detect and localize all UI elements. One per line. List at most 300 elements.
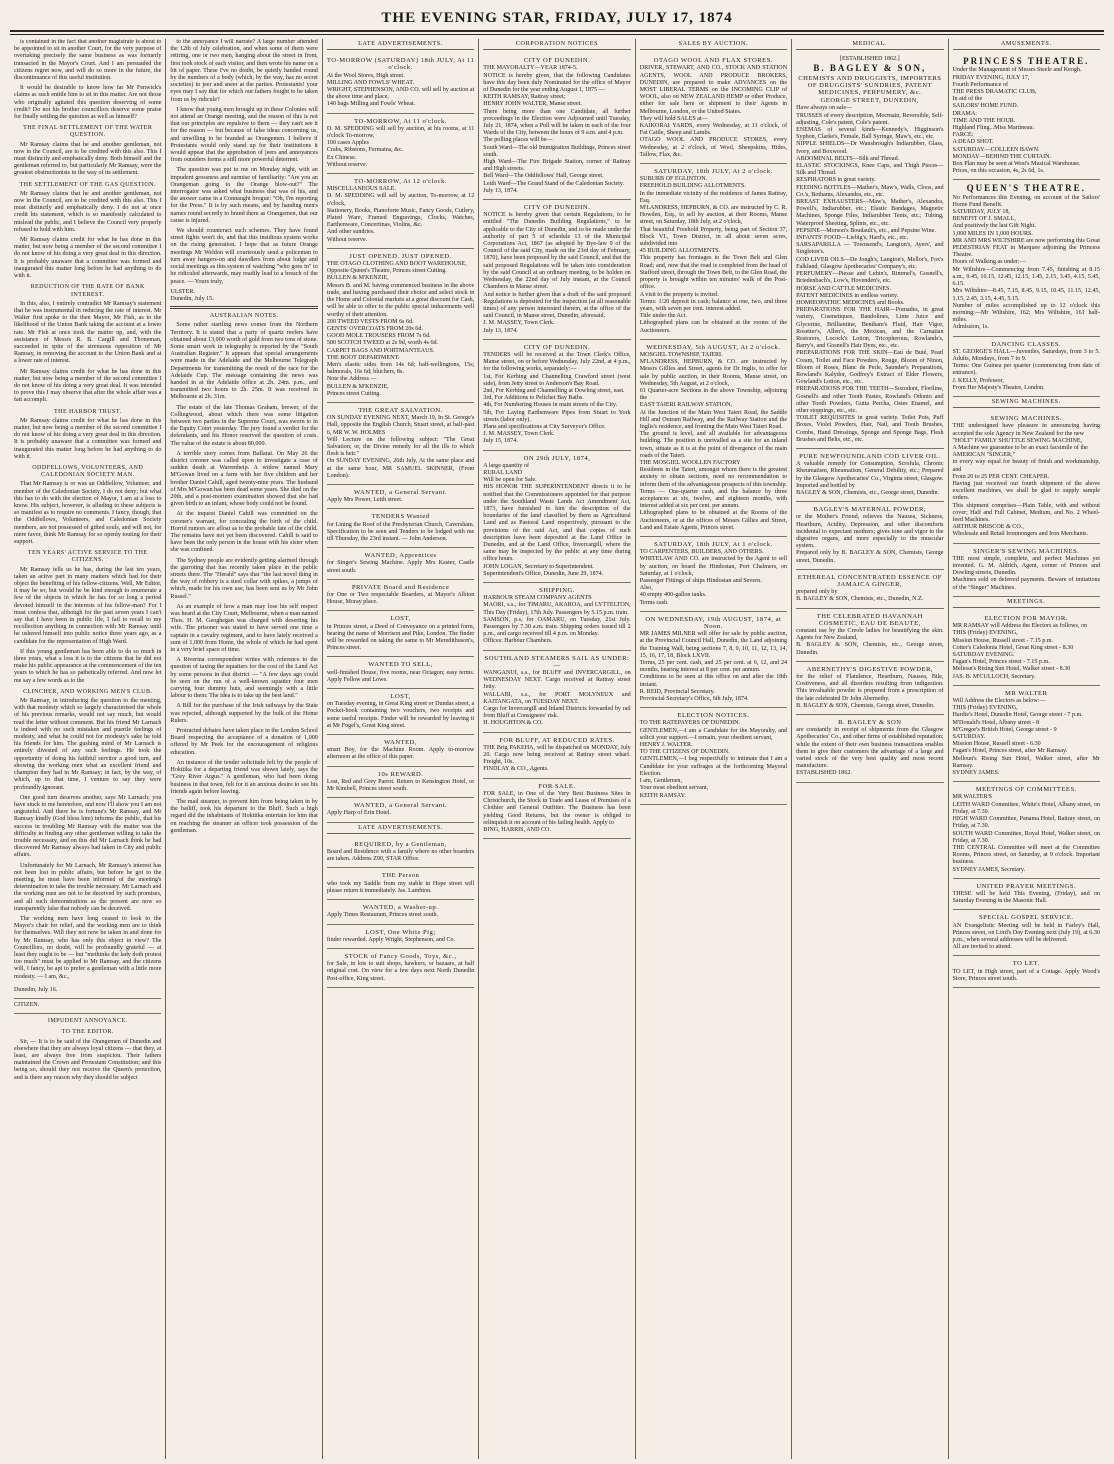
advertisement-title: JUST OPENED. JUST OPENED. <box>349 252 452 260</box>
article-paragraph: That Mr Ramsay is or was an Oddfellow, Volunteer, and member of the Caledonian Society, I do not deny; but what this has to do with the election of Mayor, I am at a loss to know. His subject, however, is alluding to these subjects is so manifest as to require no comments. I fancy, though, that the Oddfellows, Volunteers, and Caledonian Society members, are not possessed of gifted souls, and will not, for mere favor, think Mr Ramsay for so openly touting for their support. <box>14 481 162 545</box>
advertisement-title: LOST, <box>390 615 411 623</box>
article-paragraph: A Bill for the purchase of the Irish railways by the State was rejected, although supported by the bulk of the Home Rulers. <box>170 703 318 724</box>
advertisement-line: SUBURB OF EGLINTON. <box>639 176 708 183</box>
section-heading: CLINCHER, AND WORKING MEN'S CLUB. <box>23 688 153 695</box>
advertisement-title: UNITED PRAYER MEETINGS. <box>976 882 1077 890</box>
advertisement-line: 5th, For Laying Earthenware Pipes from Stuart to York streets (labor only). <box>483 409 631 423</box>
advertisement-line: THIS (Friday) EVENING, <box>952 705 1018 712</box>
advertisement-title: 10s REWARD. <box>377 770 424 778</box>
product-line: PREPARATIONS FOR THE SKIN—Eau de Buté, Pearl Cream, Toilet and Face Powders, Rouge, Bloom of Ninon, Bloom of Roses, Blanc de Perle, Saunder's Preparations, Rowland's Kalydor, Godfrey's Extract of Elder Flowers, Gowland's Lotion, etc., etc. <box>796 350 944 386</box>
advertisement <box>796 662 943 715</box>
advertisement-line: Residents in the Taieri, amongst whom there is the greatest anxiety to obtain sections, need no recommendation to inform them of the advantageous prospects of this township. <box>639 467 788 488</box>
product-line: FEEDING BOTTLES—Mather's, Maw's, Walls, Cloos, and Co.'s, Bothams, Alexandra, etc., etc. <box>796 184 944 198</box>
advertisement-line: R. REID, Provincial Secretary. <box>639 688 715 695</box>
advertisement-line: Board and Residence with a family where no other boarders are taken. Address Z90, STAR Office. <box>326 849 475 863</box>
column-late-advertisements <box>323 39 479 1459</box>
advertisement-line: TO LET, in High street, part of a Cottage. Apply Wood's Store, Princes street south. <box>952 968 1100 982</box>
advertisement-line: M'LANDRESS, HEPBURN, & CO. are instructed by Messrs Gillies and Street, agents for Dr Inglis, to offer for sale by public auction, in their Rooms, Manse street, on Wednesday, 5th August, at 2 o'clock, <box>639 359 788 387</box>
advertisement-line: MR JAMES MILNER will offer for sale by public auction, at the Provincial Council Hall, Dunedin, the Land adjoining the Training Wall, being sections 7, 8, 9, 10, 11, 12, 13, 14, 15, 16, 17, 18, Block LXVII. <box>639 631 788 659</box>
advertisement-title: CITY OF DUNEDIN. <box>523 343 591 351</box>
advertisement-title: FOR SALE. <box>538 782 576 790</box>
advertisement-line: A visit to the property is invited. <box>639 291 719 298</box>
advertisement-line: Terms — One-quarter cash, and the balance by three acceptances at six, twelve, and eighteen months, with interest added at six per cent. per annum. <box>639 488 788 510</box>
advertisement-line: Cargo for Invercargill and Inland Districts forwarded by rail from Bluff at Consignees' risk. <box>483 706 631 720</box>
article-paragraph: The working men have long ceased to look to the Mayor's chair for relief, and the working men are to think for themselves. Will they not now be taken in and done for by Mr Ramsay, who has only this object in view? The Councillors, no doubt, will be profoundly grateful — at least they ought to be — but "methinks the lady doth protest too much" must be applied to Mr Ramsay, and the citizens will, I fancy, be apt to prefer a gentleman with a little more modesty. — I am, &c., <box>14 915 162 980</box>
advertisement-line: SOUTH WARD Committee, Royal Hotel, Walker street, on Friday, at 7.30. <box>952 830 1100 844</box>
advertisement-line: FREEHOLD BUILDING ALLOTMENTS. <box>639 183 746 190</box>
advertisement-line: SATURDAY, JULY 18, <box>952 209 1010 216</box>
advertisement <box>483 583 630 651</box>
advertisement-line: Note the Address — <box>326 376 377 383</box>
article-paragraph: It would be desirable to know how far Mr Fenwick's claims as such entitle him to sit in this matter. Are not those who originally agitated this question deserving of some credit? Do not his brother councillors deserve some praise for finally settling the question as well as himself? <box>14 85 162 121</box>
advertisement <box>327 837 474 869</box>
advertisement-line: Box Plan may be seen at West's Musical Warehouse. <box>952 161 1081 168</box>
advertisement-line: Highland Fling...Miss Martineau. <box>952 125 1035 132</box>
advertisement-title: DANCING CLASSES. <box>991 340 1062 348</box>
product-line: NIPPLE SHIELDS—Dr Wansbrough's Indiarubber, Glass, Ivory, and Boxwood. <box>796 141 944 155</box>
have-on-sale: Have always on sale— <box>796 105 853 112</box>
article-paragraph: One good turn deserves another, says Mr Larnach; you have stuck to me heretofore, and now I'll show you I am not ungrateful. And there he is fortune's Mr Ramsay, and Mr Ramsay kindly (God bless him) informs the public, that his success in troubling Mr Ramsay with the matter was the difficulty in finding any other gentleman willing to take the trouble necessary, and on this did Mr Larnach think he had discovered Mr Ramsay always had taken in City and public affairs. <box>14 794 162 859</box>
advertisement-title: TO LET. <box>1012 960 1040 968</box>
advertisement <box>796 570 943 609</box>
article-paragraph: Mr Ramsay claims credit for what he has done in this matter, but now being a member of the second committee I do not know of his doing a very great deal. It was intended to prove this I may observe that after the whole affair was a fait accompli. <box>14 368 162 404</box>
advertisement-line: HENRY J. WALTER. <box>639 742 693 749</box>
article-paragraph: The estate of the late Thomas Graham, brewer, of the Collingwood, about which there was some litigation between two parties in the Supreme Court, was sworn to in the Equity Court yesterday. The jury found a verdict for the defendants, and his Honor reserved the question of costs. The value of the estate is about 80,000. <box>170 404 318 447</box>
advertisement-line: GENTS' OVERCOATS FROM 20s 6d. <box>326 325 423 332</box>
advertisement-line: Without reserve. <box>326 236 368 243</box>
advertisement-line: D. M. SPEDDING will sell by auction, To-morrow, at 12 o'clock, <box>326 193 475 207</box>
advertisement-line: OTAGO WOOL AND PRODUCE STORES, every Wednesday, at 2 o'clock, of Wool, Sheepskins, Hides, Tallow, Flax, &c. <box>639 137 788 158</box>
advertisement-line: 100 cases Apples <box>326 140 369 147</box>
column-editorial-letters <box>10 39 166 1459</box>
section-heading: LATE ADVERTISEMENTS. <box>327 39 474 50</box>
article-paragraph: Mr Ramsay, in introducing the question to the meeting, with that modesty which so largely characterised the whole of his previous remarks, would not say much, but would read the letter without comment. But his friend Mr Larnach is indeed with no such mistaken and puerile feelings of modesty, and what he could not for modesty's sake he told his friends for him. The gushing mind of Mr Larnach is entirely divested of any such feelings. He took the opportunity of doing his faithful servitor a good turn, and showing the working men what an excellent friend and champion they had in Mr Ramsay; in fact, by the way, of which, up to that time, I venture to say they were profoundly ignorant. <box>14 698 162 791</box>
advertisement <box>953 180 1100 336</box>
advertisement-title: BAGLEY'S MATERNAL POWDER, <box>813 506 927 514</box>
advertisement-line: H. HOUGHTON & CO. <box>483 720 543 727</box>
advertisement-line: They will hold SALES at— <box>639 115 708 122</box>
advertisement-line: A large quantity of <box>483 462 530 469</box>
divider <box>170 306 317 309</box>
advertisement-line: MR WALTER'S <box>952 794 993 801</box>
advertisement <box>796 715 943 783</box>
advertisement <box>327 767 474 799</box>
section-heading: REDUCTION OF THE RATE OF BANK INTEREST. <box>30 284 145 298</box>
advertisement-title: SATURDAY, 18th JULY, At 1 o'clock. <box>654 541 773 548</box>
advertisement <box>796 449 943 502</box>
advertisement-title: B. BAGLEY & SON <box>838 719 902 727</box>
advertisement-line: Fagan's Hotel, Princes street, after Mr Ramsay. <box>952 748 1068 755</box>
advertisement-line: This shipment comprises—Plain Table, with and without cover; Half and Full Cabinet, Medium, and No. 2 Wheel-feed Machines. <box>952 502 1100 523</box>
section-heading: AMUSEMENTS. <box>953 39 1100 50</box>
advertisement-line: WHITELAW AND CO. are instructed by the Agent to sell by auction, on board the Hindostan, Port Chalmers, on Saturday, at 1 o'clock, <box>639 556 788 577</box>
advertisement-line: This property has frontages to the Town Belt and Glen Road; and, now that the road is completed from the head of Stafford street, through the Town Belt, to the Glen Road, the property is brought within ten minutes' walk of the Post-office. <box>639 255 788 291</box>
advertisement-line: Will Lecture on the following subject: "The Great Salvation; or, the Divine remedy for all the ills to which flesh is heir." <box>326 436 475 458</box>
advertisement <box>327 548 474 580</box>
product-line: RESPIRATORS in great variety. <box>796 177 876 184</box>
product-line: COD LIVER OILS—De Jongh's, Langton's, Mellor's, Fox's Falkland, Glasgow Apothecaries' Company's, etc. <box>796 256 944 270</box>
advertisement-line: JAS. B. M'CULLOCH, Secretary. <box>952 673 1036 680</box>
product-line: TOILET REQUISITES in great variety. Toilet Pots, Puff Boxes, Violet Powders, Hair, Nail, and Tooth Brushes, Combs, Hand Dressings, Sponge and Sponge Bags, Flesh Brushes and Belts, etc., etc. <box>796 415 944 443</box>
advertisement-title: ABERNETHY'S DIGESTIVE POWDER, <box>806 665 934 673</box>
advertisement-line: J. M. MASSEY, Town Clerk. <box>483 320 555 327</box>
advertisement-line: RURAL LAND <box>483 469 523 476</box>
advertisement-line: Terms: 1/20 deposit in cash; balance at one, two, and three years, with seven per cent. interest added. <box>639 298 788 312</box>
advertisement-title: TO-MORROW, At 11 o'clock. <box>354 117 447 125</box>
letter-signature: CITIZEN. <box>14 999 161 1014</box>
advertisement <box>327 509 474 548</box>
advertisement-line: MR RAMSAY will Address the Electors as follows, on <box>952 623 1087 630</box>
advertisement-line: July 13, 1874. <box>483 187 518 194</box>
advertisement-line: EAST TAIERI RAILWAY STATION, <box>639 402 733 409</box>
advertisement-line: THE Brig PAKEHA, will be dispatched on MONDAY, July 20. Cargo now being received at Rattray street wharf. Freight, 10s. <box>483 744 631 766</box>
advertisement-line: GENTLEMEN,—I beg respectfully to intimate that I am a Candidate for your suffrages at the forthcoming Mayoral Election. <box>639 756 788 777</box>
masthead: THE EVENING STAR, FRIDAY, JULY 17, 1874 <box>10 6 1104 32</box>
advertisement-line: for the relief of Flatulence, Heartburn, Nausea, Bile, Costiveness, and all disorders resulting from indigestion. This invaluable powder is prepared from a prescription of the late celebrated Dr John Abernethy. <box>796 674 944 702</box>
advertisement-line: Apply Harp of Erin Hotel. <box>326 810 391 817</box>
advertisement-line: M'Gregor's British Hotel, George street - 9 <box>952 726 1057 733</box>
advertisement <box>796 502 943 570</box>
article-paragraph: Mr Ramsay claims credit for what he has done in this matter, but now being a member of the second committee I do not know of his doing a very great deal in this direction. It is probably unaware that a committee was formed and inaugurated this matter long before he had anything to do with it. <box>14 417 162 460</box>
article-paragraph: Sir, — It is to be said of the Orangemen of Dunedin and elsewhere that they are always loyal citizens — that they, at least, are always free from suspicion. Their fathers maintained the Crown and Protestant Constitution; and this being so, should they not receive the Queen's protection, and is there any reason why they should be subject <box>14 1038 162 1081</box>
product-line: ENEMAS of several kinds—Kennedy's, Higginson's Syphon, Clarke's, Female, Ball Syringe, Maw's, etc., etc. <box>796 127 944 141</box>
advertisement <box>327 114 474 174</box>
advertisement-line: Having just received our fourth shipment of the above excellent machines, we shall be glad to supply sample orders. <box>952 480 1100 502</box>
article-paragraph: Mr Ramsay claims that he and another gentleman, not now in the Council, are to be credited with this also. This I must distinctly and emphatically deny. Both himself and the gentleman referred to, but particularly Mr Ramsay, were the greatest obstructionists in the way of its settlement. <box>14 141 162 177</box>
advertisement-title: WANTED TO SELL, <box>368 661 433 669</box>
advertisement <box>327 798 474 822</box>
advertisement-title: REQUIRED, by a Gentleman, <box>354 840 447 848</box>
product-line: HORSE AND CATTLE MEDICINES. <box>796 285 891 292</box>
advertisement-line: 45 BUILDING ALLOTMENTS. <box>639 248 721 255</box>
advertisement-line: Machines sold on deferred payments. Beware of imitations of the "Singer" Machines. <box>952 577 1100 591</box>
advertisement-line: Lost, Red and Grey Parrot. Return to Kensington Hotel, or Mr Kimbell, Princes street south. <box>326 778 475 793</box>
advertisement-line: SYDNEY JAMES. <box>952 770 1000 777</box>
section-heading: THE HARBOR TRUST. <box>54 408 122 415</box>
advertisement <box>953 686 1100 782</box>
advertisement-line: Wholesale and Retail Ironmongers and Iron Merchants. <box>952 531 1089 538</box>
advertisement-title: MEETINGS OF COMMITTEES. <box>975 786 1077 794</box>
advertisement-line: Plans and specifications at City Surveyor's Office. <box>483 423 606 430</box>
advertisement-line: SYDNEY JAMES, Secretary. <box>952 866 1026 873</box>
advertisement-title: WANTED, a Washer-up. <box>362 904 439 912</box>
advertisement-line: MILLING AND FOWLS' WHEAT. <box>326 79 415 86</box>
advertisement-line: Passenger Fittings of ships Hindostan and Severn. <box>639 578 762 585</box>
advertisement-title: LOST, One White Pig; <box>365 928 436 936</box>
advertisement-line: who took my Saddle from my stable in Hope street will please return it immediately. Jas. Lambton. <box>326 880 475 894</box>
advertisement <box>953 544 1100 597</box>
advertisement-line: Conditions to be seen at this office on and after the 18th instant. <box>639 674 788 688</box>
article-paragraph: The question was put to me on Monday night, with an impudent grossness and surmise of familiarity: "Are you an Orangeman going to the Orange blow-out?" The interrogator was asked what business that was of his, and the answer came in a Connaught brogue: "Oh, I'm reporting for the Press." It is by such means, and by handing men's names round secretly to brand them as Orangemen, that our cause is injured. <box>170 167 318 224</box>
advertisement-line: SAMSON, p.s, for OAMARU, on Tuesday, 21st July. Passengers by 7.30 a.m. train. Shipping orders issued till 2 p.m., and cargo received till 4 p.m. on Monday. <box>483 616 631 638</box>
section-heading: CORPORATION NOTICES <box>483 39 630 50</box>
advertisement-title: CITY OF DUNEDIN. <box>523 204 591 212</box>
advertisement-line: THE OTAGO CLOTHING AND BOOT WAREHOUSE, <box>326 261 467 268</box>
advertisement <box>953 53 1100 180</box>
advertisement <box>327 689 474 735</box>
advertisement-title: TO-MORROW (SATURDAY) 18th JULY, At 11 o'clock. <box>326 57 475 72</box>
advertisement-line: ARTHUR BRISCOE & CO., <box>952 524 1024 531</box>
advertisement-line: Terms cash. <box>639 599 669 606</box>
section-heading: MEDICAL. <box>796 39 943 50</box>
advertisement-line: 61 Quarter-acre Sections in the above Township, adjoining the <box>639 387 788 402</box>
advertisement-line: ST. GEORGE'S HALL—Juveniles, Saturdays, from 3 to 5. Adults, Mondays, from 7 to 9. <box>952 348 1100 362</box>
advertisement <box>640 340 787 537</box>
advertisement-line: Terms: One Guinea per quarter (commencing from date of entrance). <box>952 363 1100 377</box>
advertisement-line: prepared only by <box>796 589 838 596</box>
article-paragraph: At the inquest Daniel Cahill was committed on the coroner's warrant, for concealing the birth of the child. Horrid rumors are afloat as to the probable fate of the child. The remains have not yet been discovered. Cahill is said to have been the only person in the house with his sister when she was confined. <box>170 511 318 554</box>
advertisement-line: In aid of the <box>952 96 983 103</box>
product-line: PERFUMERY—Piesse and Lubin's, Rimmel's, Gosnell's, Briedenbach's, Low's, Hovenden's, etc. <box>796 271 944 285</box>
advertisement-line: And other sundries. <box>326 229 375 236</box>
article-paragraph: Unfortunately for Mr Larnach, Mr Ramsay's interest has not been lost in public affairs, but before he got to the meeting, he must have been informed of the meeting's determination to take the trouble necessary. Mr Larnach and the working men are not to be deceived by such promises, and all such demonstrations as the present are now so transparently false that nobody can be deceived. <box>14 862 162 912</box>
section-heading: ODDFELLOWS, VOLUNTEERS, AND CALEDONIAN SOCIETY MAN. <box>32 464 144 479</box>
advertisement <box>327 735 474 767</box>
advertisement-line: BULLEN & M'KENZIE, <box>326 383 389 390</box>
advertisement-line: Without reserve. <box>326 161 368 168</box>
advertisement-line: Under the Management of Messrs Steele and Keogh. <box>952 67 1082 74</box>
advertisement-title: THE CELEBRATED HAVANNAH COSMETIC, EAU DE BEAUTE, <box>816 612 923 627</box>
advertisement-line: Opposite Queen's Theatre, Princes street Cutting. <box>326 268 447 275</box>
section-heading: TEN YEARS' ACTIVE SERVICE TO THE CITIZENS. <box>27 550 148 564</box>
advertisement-line: Number of miles accomplished up to 12 o'clock this morning:—Mr Wiltshire, 162; Mrs Wiltshire, 161 half-miles. <box>952 302 1100 324</box>
advertisement-line: KEITH RAMSAY, Rattray street; <box>483 94 566 101</box>
advertisement-line: "HOLT" FAMILY SHUTTLE SEWING MACHINE, <box>952 437 1083 444</box>
advertisement-title: TENDERS Wanted <box>371 513 430 521</box>
advertisement <box>640 53 787 164</box>
advertisement-line: AN Evangelistic Meeting will be held in Farley's Hall, Princes street, on Lord's Day Evening next (July 19), at 6.30 p.m., when several addresses will be delivered. <box>952 922 1100 943</box>
advertisement-line: Lithographed plans to be obtained at the Rooms of the Auctioneers, or at the offices of Messrs Gillies and Street, Land and Estate Agents, Princes street. <box>639 510 788 531</box>
advertisement-line: Bell Ward—The Oddfellows' Hall, George street. <box>483 173 604 180</box>
advertisement-line: Terms, 25 per cent. cash, and 25 per cent. at 6, 12, and 24 months, bearing interest at 8 per cent. per annum. <box>639 660 788 674</box>
advertisement-line: Melloun's Rising Sun Hotel, Walker street, after Mr Ramsay. <box>952 755 1100 769</box>
advertisement-line: Your most obedient servant, <box>639 785 709 792</box>
advertisement-title: SINGER'S SEWING MACHINES. <box>973 547 1080 555</box>
advertisement-title: WANTED, <box>384 739 418 747</box>
advertisement-line: Mission House, Russell street - 6.30 <box>952 741 1041 748</box>
advertisement-line: KEITH RAMSAY. <box>639 792 686 799</box>
advertisement-line: WANGANUI, s.s., for BLUFF and INVERCARGILL, on WEDNESDAY NEXT. Cargo received at Rattray street Jetty. <box>483 670 631 691</box>
advertisement-line: All are invited to attend. <box>952 944 1012 951</box>
advertisement-line: July 15, 1874. <box>483 438 518 445</box>
advertisement-line: BING, HARRIS, AND CO. <box>483 826 551 833</box>
advertisement-line: ESTABLISHED 1862. <box>796 770 852 777</box>
advertisement-line: THIS (Friday) EVENING, <box>952 630 1018 637</box>
advertisement-line: M'LANDRESS, HEPBURN, & CO. are instructed by C. R. Howden, Esq., to sell by auction, at their Rooms, Manse street, on Saturday, 18th July, at 2 o'clock, <box>639 205 788 226</box>
article-paragraph: Some rather startling news comes from the Northern Territory. It is stated that a party of quartz reefers have obtained about 13,000 worth of gold from two tons of stone. Some smart work in telegraphy is reported by the "South Australian Register." It appears that special arrangements were made in the Adelaide and the Melbourne Telegraph Departments for transmitting the result of the race for the Adelaide Cup. The message containing the news was handed in at the Adelaide office at 2h. 24m. p.m., and transmitted two hours to 2h. 25m. It was received in Melbourne at 2h. 31m. <box>170 322 318 401</box>
advertisement-line: for Sale, in lots to suit shops, hawkers, or bazaars, at half original cost. On view for a few days next North Dunedin Post-office, King street. <box>326 961 475 982</box>
section-heading: MEETINGS. <box>953 597 1100 608</box>
advertisement-line: Fagan's Hotel, Princes street - 7.15 p.m. <box>952 659 1050 666</box>
article-paragraph: In this, also, I entirely contradict Mr Ramsay's statement that he was instrumental in reducing the rate of interest. Mr Walter first spoke to the then Mayor, Mr Fish, as to the likelihood of the Union Bank taking the account at a lower rate. Mr Fish at once took the matter up, and, with the assistance of Messrs R. B. Cargill and Thoneman, succeeded in spite of the strenuous opposition of Mr Ramsay, in removing the account to the Union Bank and at a lower rate of interest. <box>14 300 162 365</box>
chemist-advertisement <box>796 53 943 449</box>
advertisement-line: At the Junction of the Main West Taieri Road, the Saddle Hill and Outram Railway, and the Railway Station and the Inglis's residence, and fronting the Main West Taieri Road. <box>639 409 788 430</box>
advertisement-title: SATURDAY, 18th JULY, At 2 o'clock. <box>654 168 773 176</box>
product-line: PEPSINE—Morson's Boudault's, etc., and Pepsine Wine. <box>796 227 936 234</box>
advertisement <box>483 53 630 200</box>
advertisement-line: 140 bags Milling and Fowls' Wheat. <box>326 101 416 108</box>
article-paragraph: The Sydney people are evidently getting alarmed through the garroting that has recently taken place in the public streets there. The "Herald" says that "the last novel thing in the way of robbery is a steel collar with spikes, a jumps of which, made for his own use, has been sent us by Mr John Russel." <box>170 557 318 600</box>
advertisement-line: HENRY JOHN WALTER, Manse street. <box>483 101 582 108</box>
advertisement-title: ELECTION NOTICES. <box>677 712 750 720</box>
section-heading: SEWING MACHINES. <box>953 397 1100 408</box>
article-paragraph: Protracted debates have taken place in the London School Board respecting the acceptance of a donation of 1,000 offered by Mr Peek for the encouragement of religious education. <box>170 728 318 756</box>
advertisement-line: At the Wool Stores, High street. <box>326 72 405 79</box>
advertisement-line: FARCE: <box>952 132 974 139</box>
advertisement-line: Leith Ward—The Grand Stand of the Caledonian Society. <box>483 180 625 187</box>
advertisement-line: GENTLEMEN,—I am a Candidate for the Mayoralty, and solicit your support.—I remain, your obedient servant, <box>639 727 788 741</box>
advertisement-title: FOR BLUFF, AT REDUCED RATES. <box>499 736 615 744</box>
advertisement <box>640 612 787 708</box>
advertisement-line: 200 TWEED VESTS FROM 6s 6d. <box>326 318 414 325</box>
advertisement-line: for Lining the Roof of the Presbyterian Church, Caversham. Specification to be seen and Tenders to be lodged with me till Thursday, the 23rd instant. — John Anderson. <box>326 521 475 542</box>
advertisement <box>327 657 474 689</box>
product-line: PREPARATIONS FOR THE TEETH—Sozodont, Floriline, Gosnell's and other Tooth Pastes, Rowland's Odonto and other Tooth Powders, Gutta Percha, Ostes Enamel, and other stoppings, etc., etc. <box>796 386 944 414</box>
advertisement-line: THE BOOT DEPARTMENT. <box>326 354 400 361</box>
letter-signature: ULSTER. <box>170 288 195 295</box>
advertisement <box>327 403 474 485</box>
advertisement-title: THE GREAT SALVATION. <box>358 406 443 414</box>
column-australian-notes <box>166 39 322 1459</box>
advertisement-line: THE MAYORALTY—YEAR 1874-5. <box>483 65 578 72</box>
advertisement <box>327 925 474 949</box>
advertisement-title: SHIPPING. <box>539 587 575 595</box>
article-paragraph: is contained in the fact that another magistrate is about to be appointed to sit in another Court, for the very purpose of overtaking precisely the same business as was formerly transacted in the Mayor's Court. And I am persuaded the citizens regret now, and will do so more in the future, the discontinuance of this useful institution. <box>14 39 162 82</box>
advertisement-line: SATURDAY—COLLEEN BAWN. <box>952 146 1040 153</box>
advertisement-line: A DEAD SHOT. <box>952 139 994 146</box>
advertisement-line: D. M. SPEDDING will sell by auction, at his rooms, at 11 o'clock To-morrow, <box>326 125 475 140</box>
advertisement-title: SOUTHLAND STEAMERS SAIL AS UNDER:— <box>484 654 630 669</box>
article-paragraph: A Riverina correspondent writes with reference to the question of taxing the squatters for the cost of the Land Act by some persons in that district — "A few days ago could be seen on the run of a well-known squatter four men carrying four dummy huts, and seemingly with a little labour to them: The idea is to take up the best land." <box>170 657 318 700</box>
advertisement-line: Will Address the Electors as below:— <box>952 698 1046 705</box>
advertisement-title: PURE NEWFOUNDLAND COD LIVER OIL. <box>799 452 941 460</box>
advertisement-line: M'Donald's Hotel, Albany street - 8 <box>952 719 1040 726</box>
advertisement-line: July 13, 1874. <box>483 327 518 334</box>
advertisement-line: No Performances this Evening, on account of the Sailors' Home Fund Benefit. <box>952 194 1100 208</box>
advertisement-line: NOTICE is hereby given that certain Regulations, to be entitled "The Dunedin Building Regulations," to be applicable to the City of Dunedin, and to be made under the authority of part 5 of schedule 13 of the Municipal Corporations Act, 1867 (as adopted by Bye-law 9 of the Council of the said City, made on the 23rd day of February, 1870), have been proposed by the said Council, and that the said proposed Regulations will be taken into consideration by the said Council at an ordinary meeting, to be holden on Wednesday, the 22nd day of July instant, at the Council Chambers in Manse street. <box>483 212 631 291</box>
section-heading: IMPUDENT ANNOYANCE. <box>47 1018 128 1025</box>
advertisement <box>640 164 787 340</box>
column-amusements-meetings <box>949 39 1104 1459</box>
article-paragraph: to the annoyance I will narrate? A large number attended the 12th of July celebration, and when some of them were retiring, one or two men, hanging about the street in front, first took stock of each visitor, and then wrote his name on a bit of paper. These I've no doubt, be quietly handed round by the numbers of a body (which, by the way, has no secret societies) to jeer and sneer at the parties. Protestants! your eyes may I say that for which our fathers fought to be taken from us by ridicule? <box>170 39 318 103</box>
advertisement <box>327 611 474 657</box>
article-paragraph: If this young gentleman has been able to do so much in three years, what a loss it is to the citizens that he did not make his public appearance at the commencement of the ten years to which he has so pathetically referred. And now let me say a few words as to the <box>14 648 162 684</box>
advertisement-line: Mr Wiltshire—Commencing from 7.45, finishing at 8.15 a.m., 9.45, 10.15, 12.45, 12.15, 1.45, 2.15, 3.45, 4.15, 5.45, 6.15. <box>952 266 1100 288</box>
advertisement-line: MONDAY—BEHIND THE CURTAIN. <box>952 153 1052 160</box>
product-line: ELASTIC STOCKINGS, Knee Caps, and Thigh Pieces—Silk and Thread. <box>796 163 944 177</box>
advertisement-title: WANTED, a General Servant. <box>354 802 448 810</box>
letter-place: Dunedin, July 16. <box>14 984 161 999</box>
established-note: [ESTABLISHED 1862.] <box>839 56 900 63</box>
advertisement-line: Offices: Harbour Chambers. <box>483 638 553 645</box>
advertisement-title: ELECTION FOR MAYOR. <box>984 615 1068 623</box>
advertisement-line: 3rd, For Additions to Pelichet Bay Baths. <box>483 395 584 402</box>
advertisement-line: MR AND MRS WILTSHIRE are now performing this Great PEDESTRIAN FEAT in Marquee adjoining the Princess Theatre. <box>952 237 1100 259</box>
advertisement-line: Superintendent's Office, Dunedin, June 29, 1874. <box>483 570 604 577</box>
advertisement-line: for Singer's Sewing Machine. Apply Mrs Kaster, Castle street south. <box>326 560 475 574</box>
advertisement <box>953 879 1100 911</box>
advertisement-line: The ground is level, and all available for advantageous building. The position is unrivalled as a site for an inland town, situate as it is at the point of divergence of the main roads of the Taieri. <box>639 431 788 459</box>
advertisement-line: Meliosn's Rising Sun Hotel, Walker street - 8.30 <box>952 666 1071 673</box>
advertisement-line: finder rewarded. Apply Wright, Stephenson, and Co. <box>326 936 456 943</box>
advertisement-line: THE most simple, complete, and perfect Machines yet invented. G. M. Aldrich, Agent, corner of Princes and Dowling streets, Dunedin. <box>952 555 1100 577</box>
advertisement <box>483 200 630 340</box>
advertisement-line: There being more than one Candidate, all further proceedings in the Election were Adjourned until Tuesday, July 21, 1874, when a Poll will be taken in each of the four Wards of the City, between the hours of 9 a.m. and 4 p.m. <box>483 108 631 137</box>
advertisement-line: 500 SCOTCH TWEED at 2s 9d, worth 4s 6d. <box>326 340 439 347</box>
advertisement-line: THE CENTRAL Committee will meet at the Committee Rooms, Princes street, on Saturday, at 9 o'clock. Important business. <box>952 844 1100 866</box>
advertisement-line: And positively the last Gift Night. <box>952 223 1036 230</box>
article-paragraph: Mr Ramsay claims credit for what he has done in this matter, but now being a member of the second committee I do not know of his doing a very great deal in this direction. It is probably unaware that a committee was formed and inaugurated this matter long before he had anything to do with it. <box>14 237 162 280</box>
advertisement-line: From Her Majesty's Theatre, London. <box>952 384 1045 391</box>
advertisement-headline: PRINCESS THEATRE. <box>963 56 1090 67</box>
advertisement-line: smart Boy, for the Machine Room. Apply to-morrow afternoon at the office of this paper. <box>326 747 475 761</box>
article-paragraph: An instance of the tender solicitude felt by the people of Hokitika for a departing friend was shown lately, says the "Grey River Argus." A gentleman, who had been doing business in that town, felt for it an anxious desire to see his friends again before leaving. <box>170 759 318 795</box>
advertisement-line: That beautiful Freehold Property, being part of Section 37, Block VI., Town District, in all about seven acres, subdivided into <box>639 226 788 248</box>
advertisement-line: THE MOSGIEL WOOLLEN FACTORY <box>639 459 741 466</box>
advertisement-line: HIS HONOR THE SUPERINTENDENT directs it to be notified that the Commissioners appointed for that purpose under the Southland Waste Lands Act Amendment Act, 1873, have furnished to him the description of the boundaries of the land classified by them as Agricultural Land and as Pastoral Land respectively, pursuant to the provisions of the said Act, and that copies of such description have been deposited at the Land Office in Dunedin, and at the Land Office, Invercargill, where the same may be inspected by the public at any time during office hours. <box>483 484 631 563</box>
advertisement <box>953 611 1100 686</box>
article-paragraph: Mr Ramsay claims that he and another gentleman, not now in the Council, are to be credited with this also. This I must distinctly and emphatically deny. I do not at once credit his statement, which is so manifestly calculated to mislead the public, and I believe the Council very properly refused to hold with him. <box>14 190 162 233</box>
advertisement-line: ON SUNDAY EVENING NEXT, March 19, In St. George's Hall, opposite the English Church, Stuart street, at half-past 6, MR W. W. HOLMES <box>326 415 475 436</box>
section-heading: SALES BY AUCTION. <box>640 39 787 50</box>
advertisement <box>640 537 787 612</box>
firm-address: GEORGE STREET, DUNEDIN, <box>820 97 920 105</box>
advertisement-title: STOCK of Fancy Goods, Toys, &c., <box>344 952 457 960</box>
advertisement <box>483 651 630 733</box>
advertisement <box>953 956 1100 988</box>
article-paragraph: I know that young men brought up in these Colonies will not attend an Orange meeting, and the reason of this is not that our principles are repulsive to them — they can't see it for the reason — but because of false ideas concerning us, and unwilling to be branded as Orangemen. I believe if Protestants would only stand up for their institutions it would appear that the approbation of jeers and annoyances from outsiders forms a still more powerful deterrent. <box>170 106 318 164</box>
advertisement-line: High Ward—The Fire Brigade Station, corner of Rattray and High streets. <box>483 159 631 173</box>
advertisement-line: TO THE CITIZENS OF DUNEDIN. <box>639 749 730 756</box>
advertisement-title: ON WEDNESDAY, 19th AUGUST, 1874, at Noon. <box>645 615 782 631</box>
advertisement-line: THE PRESS DRAMATIC CLUB, <box>952 89 1037 96</box>
advertisement <box>327 249 474 403</box>
advertisement <box>953 910 1100 956</box>
column-corporation-notices <box>479 39 635 1459</box>
advertisement-line: WRIGHT, STEPHENSON, AND CO. will sell by auction at the above time and place, <box>326 87 475 101</box>
advertisement-line: THESE will be held This Evening, (Friday), and on Saturday Evening in the Masonic Hall. <box>952 890 1100 905</box>
column-medical <box>792 39 948 1459</box>
firm-description: CHEMISTS AND DRUGGISTS, IMPORTERS OF DRUGGISTS' SUNDRIES, PATENT MEDICINES, PERFUMERY, &c. <box>798 74 942 97</box>
advertisement-line: Ex Chinese. <box>326 154 357 161</box>
advertisement-line: FINDLAY & CO., Agents. <box>483 766 549 773</box>
article-paragraph: The mail steamer, to prevent him from being taken in by the bailiff, took his departure to the Bluff. Such a high regard did the inhabitants of Hokitika entertain for him that on reaching the steamer an officer took possession of the gentleman. <box>170 798 318 834</box>
advertisement-line: CARPET BAGS AND PORTMANTEAUS. <box>326 347 435 354</box>
advertisement-title: LOST, <box>390 693 411 701</box>
advertisement-line: Title under the Act. <box>639 313 687 320</box>
advertisement-title: CITY OF DUNEDIN. <box>523 57 591 65</box>
advertisement <box>483 451 630 583</box>
advertisement-line: Hardie's Hotel, Dunedin Hotel, George street - 7 p.m. <box>952 712 1083 719</box>
advertisement-line: Mrs Wiltshire—8.45, 7.15, 8.45, 9.15, 10.45, 11.15, 12.45, 1.15, 2.45, 3.15, 4.45, 5.15. <box>952 288 1100 302</box>
advertisement-line: are constantly in receipt of shipments from the Glasgow Apothecaries' Co., and other firms of established reputation; while the extent of their own business transactions enables them to give their customers the advantage of a large and varied stock of the very best quality and most recent manufacture. <box>796 727 944 770</box>
advertisement-line: JOHN LOGAN, Secretary to Superintendent. <box>483 563 594 570</box>
article-paragraph: Mr Ramsay tells us he has, during the last ten years, taken an active part in many matters which had for their object the benefiting of his fellow-citizens. Well, Mr Editor, it may be so; but would he be kind enough to enumerate a few of the objects in which he has for so long a period devoted himself in the interests of his fellow-man? For I must confess that, although for the past seven years I can't say that I have been in public life, I fail to recall to my recollection anything in connection with Mr Ramsay until he ushered himself into public notice three years ago, as a candidate for the representation of High Ward. <box>14 566 162 645</box>
product-line: HOMŒOPATHIC MEDICINES and Books. <box>796 299 905 306</box>
advertisement-line: BAGLEY & SON, Chemists, etc., George street, Dunedin. <box>796 489 940 496</box>
advertisement-line: NOTICE is hereby given, that the following Candidates have this day been duly Nominated for the office of Mayor of Dunedin for the year ending August 1, 1875 — <box>483 72 631 94</box>
advertisement <box>327 900 474 924</box>
advertisement-line: in Princes street, a Deed of Conveyance on a printed form, bearing the name of Morrison and Pike, London. The finder will be rewarded on taking the same to Mr Meredithuson's, Princes street. <box>326 623 475 652</box>
advertisement-line: TO THE RATEPAYERS OF DUNEDIN. <box>639 720 741 727</box>
product-line: INFANTS' FOOD—Liebig's, Hard's, etc., etc. <box>796 235 909 242</box>
advertisement-line: A Machine we guarantee to be an exact facsimile of the <box>952 444 1088 451</box>
advertisement-line: B. BAGLEY & SON, Chemists, etc., Dunedin, N.Z. <box>796 596 924 603</box>
advertisement-line: 40 empty 400-gallon tanks. <box>639 592 707 599</box>
advertisement-line: in every way equal for beauty of finish and workmanship, and <box>952 459 1100 473</box>
article-paragraph: As an example of how a man may lose his self respect was heard at the City Court, Melbourne, when a man named Thos. H. M. Geoghegan was charged with deserting his wife. The prisoner was stated to have served one time a captain in a cavalry regiment, and to have lately received a sum of 1,000 from Home, the whole of which he had spent in a very brief space of time. <box>170 603 318 654</box>
advertisement-title: WANTED, Apprentices <box>364 552 437 560</box>
